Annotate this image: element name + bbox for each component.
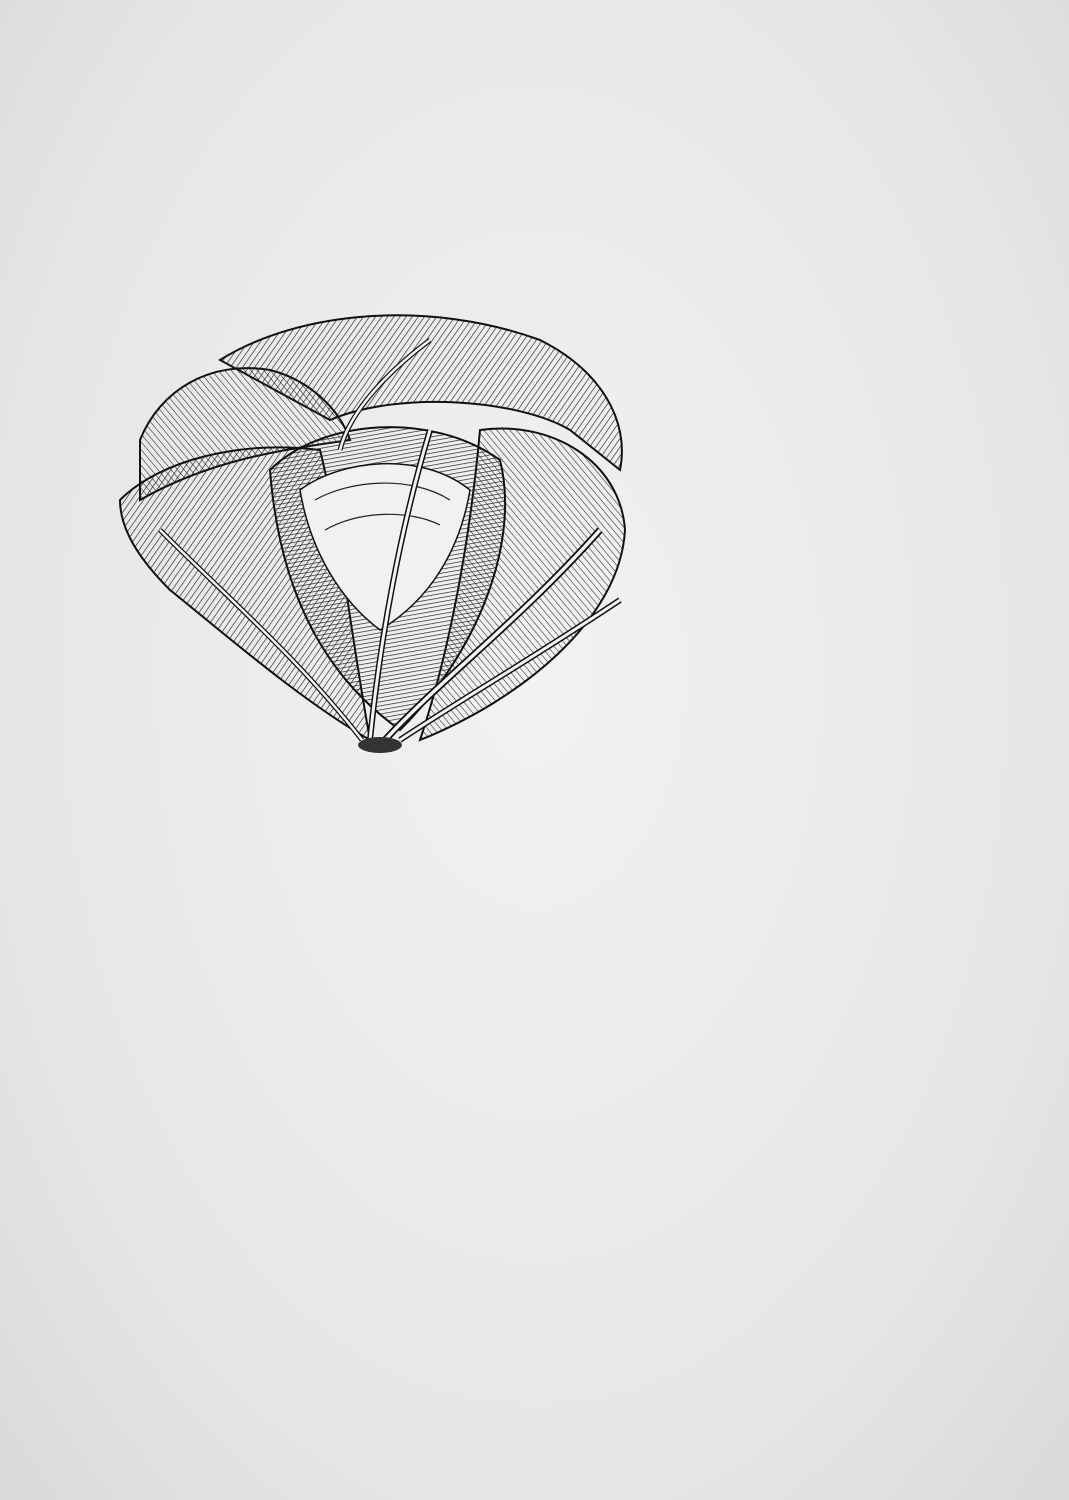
cabbage-illustration xyxy=(100,300,645,770)
